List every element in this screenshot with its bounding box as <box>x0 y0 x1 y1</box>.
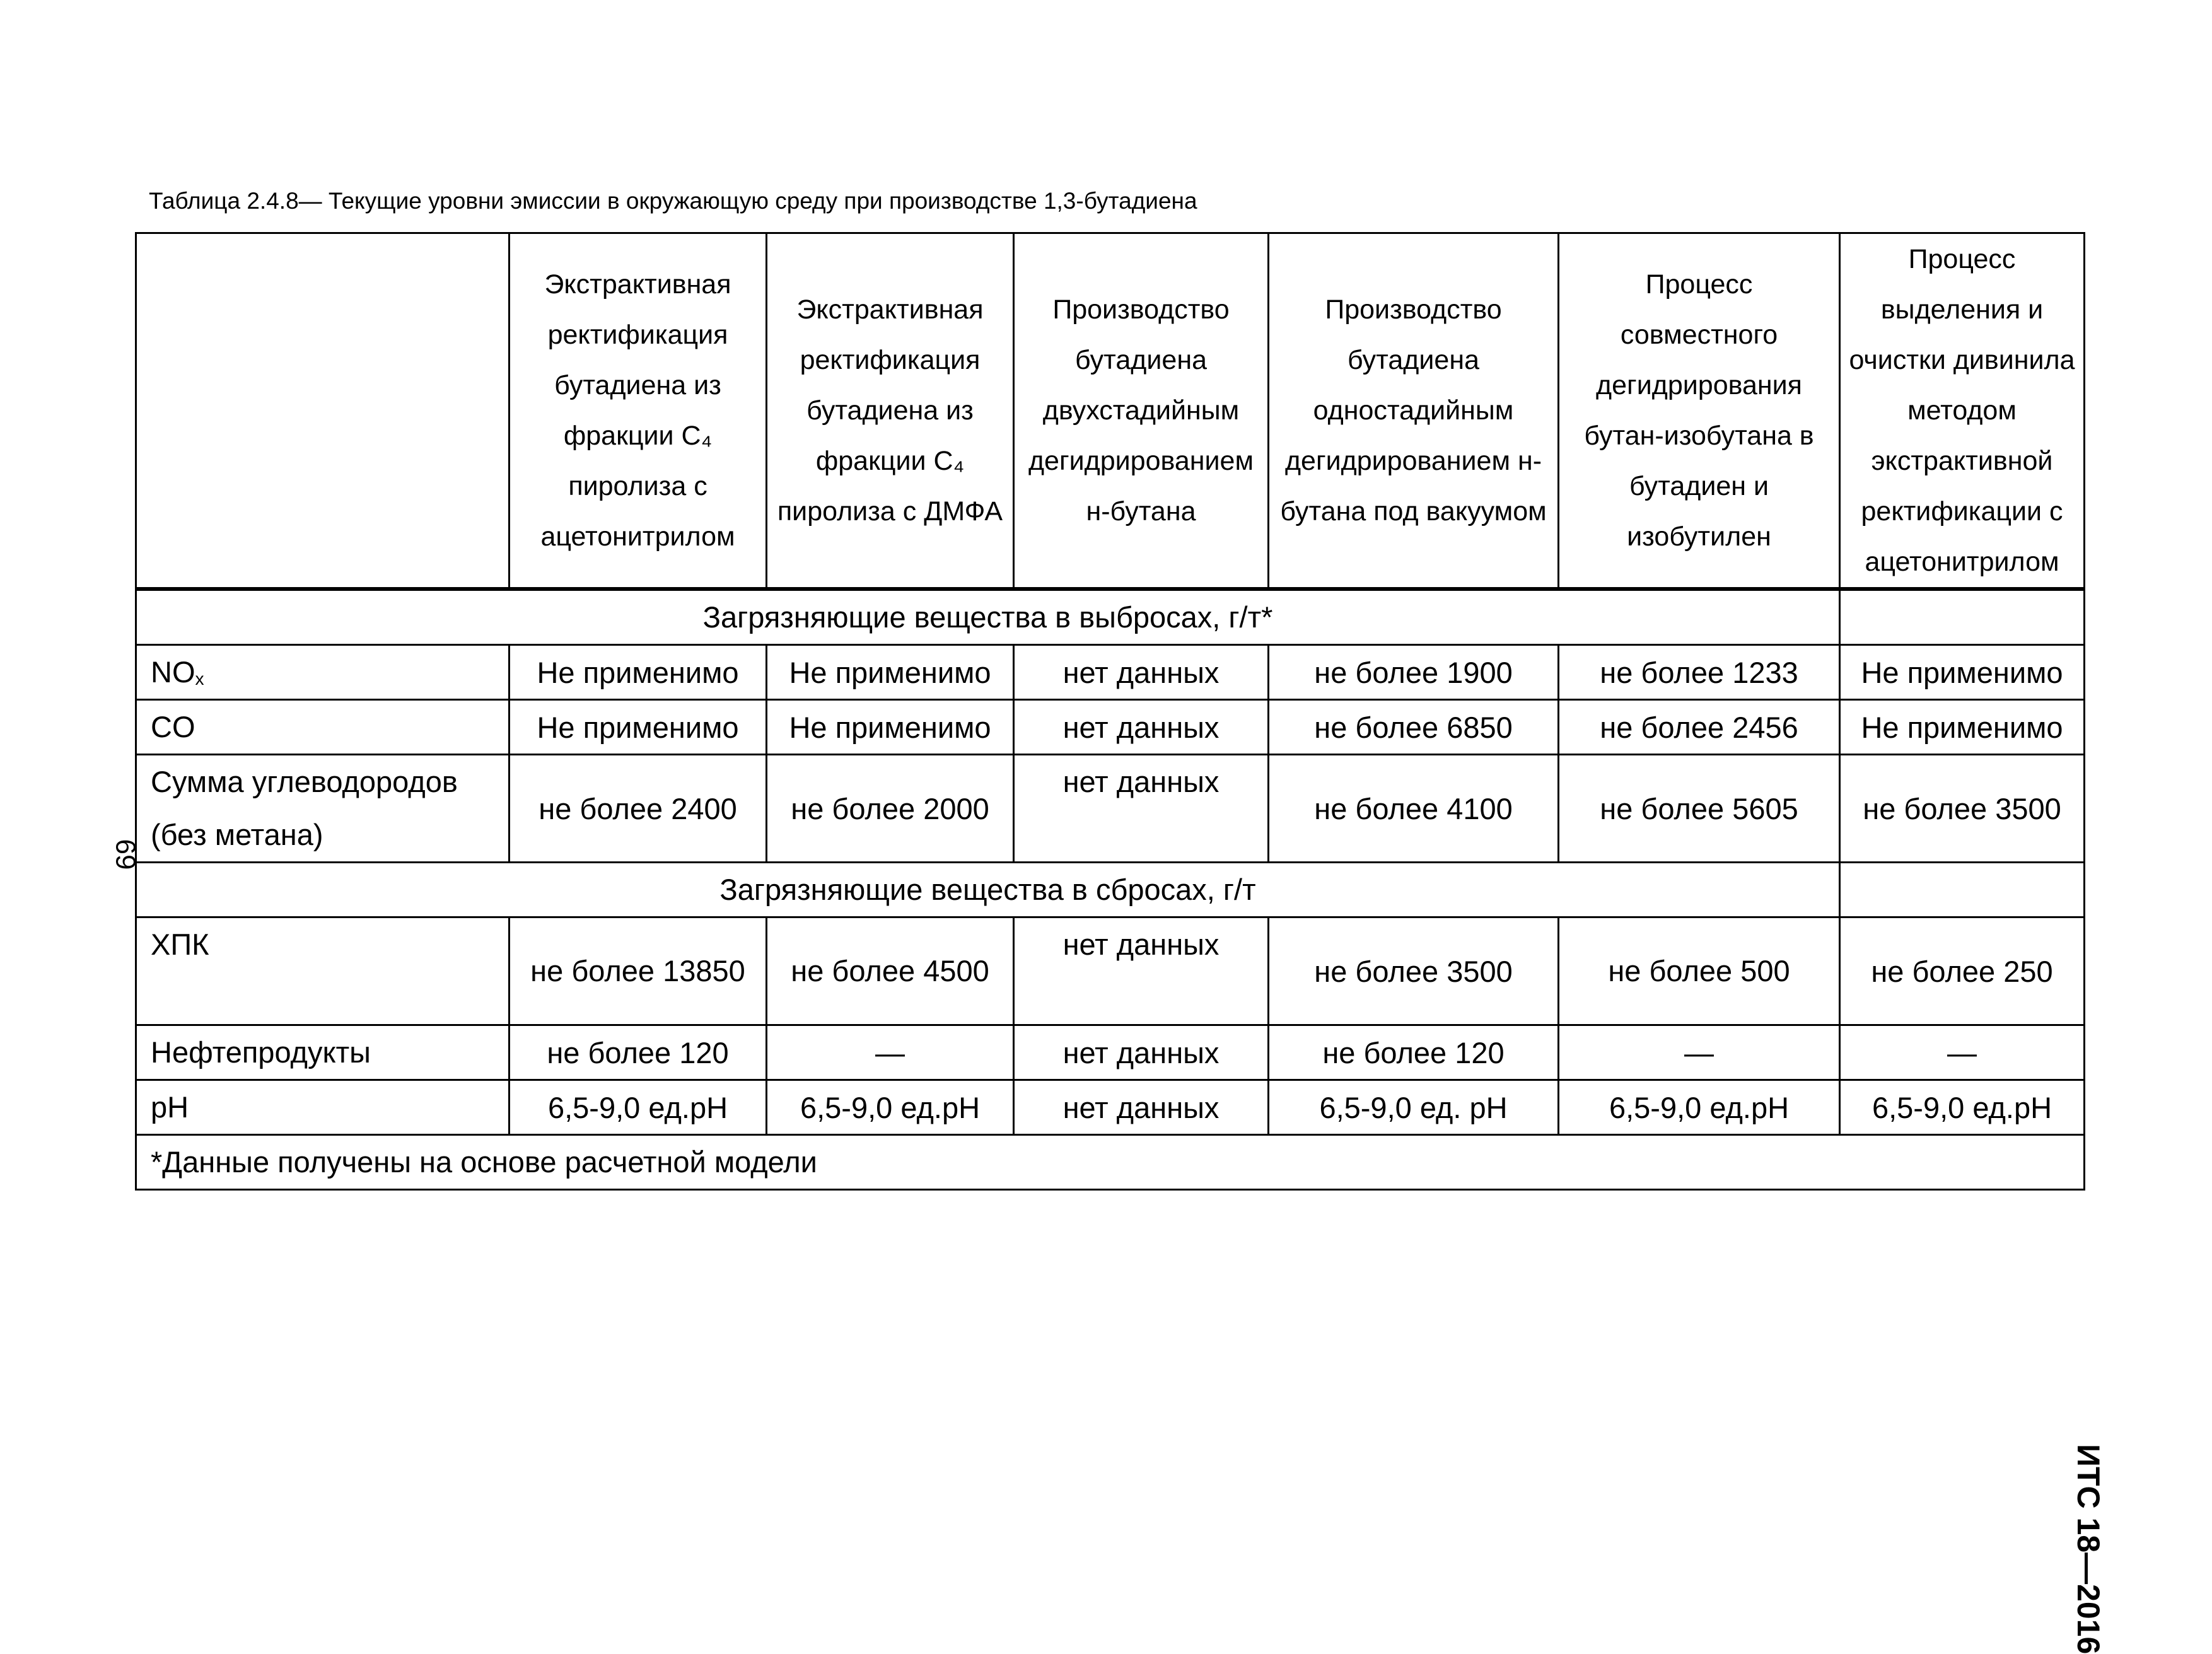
table-row <box>136 755 2085 863</box>
header-cell-two-stage: Производство бутадиена двухстадийным дегидрированием н-бутана <box>1014 233 1269 590</box>
header-cell-one-stage-vacuum: Производство бутадиена одностадийным дегидрированием н-бутана под вакуумом <box>1269 233 1559 590</box>
table-cell: не более 120 <box>509 1025 767 1080</box>
table-cell: не более 2000 <box>767 755 1014 863</box>
param-ph: pH <box>136 1080 509 1135</box>
table-cell: — <box>767 1025 1014 1080</box>
section-empty-cell <box>1840 589 2085 645</box>
table-cell: Не применимо <box>767 645 1014 700</box>
table-cell: не более 120 <box>1269 1025 1559 1080</box>
table-cell: — <box>1840 1025 2085 1080</box>
header-cell-extractive-acetonitrile: Экстрактивная ректификация бутадиена из фракции С₄ пиролиза с ацетонитрилом <box>509 233 767 590</box>
header-cell-co-dehydrogenation: Процесс совместного дегидрирования бутан-изобутана в бутадиен и изобутилен <box>1559 233 1840 590</box>
table-cell: не более 2456 <box>1559 700 1840 755</box>
footnote-row <box>136 1135 2085 1190</box>
table-cell: не более 1233 <box>1559 645 1840 700</box>
table-cell: не более 3500 <box>1840 755 2085 863</box>
table-cell: нет данных <box>1014 917 1269 1025</box>
table-cell: не более 3500 <box>1269 917 1559 1025</box>
header-cell-empty <box>136 233 509 590</box>
document-code: ИТС 18—2016 <box>2071 1444 2106 1654</box>
table-cell: Не применимо <box>767 700 1014 755</box>
table-cell: 6,5-9,0 ед.pH <box>1840 1080 2085 1135</box>
table-cell: нет данных <box>1014 755 1269 863</box>
table-cell: Не применимо <box>1840 645 2085 700</box>
header-cell-extractive-dmfa: Экстрактивная ректификация бутадиена из фракции С₄ пиролиза с ДМФА <box>767 233 1014 590</box>
section-row-air <box>136 589 2085 645</box>
table-row <box>136 1080 2085 1135</box>
section-title-water: Загрязняющие вещества в сбросах, г/т <box>136 863 1840 917</box>
param-cod: ХПК <box>136 917 509 1025</box>
param-oil-products: Нефтепродукты <box>136 1025 509 1080</box>
table-row <box>136 700 2085 755</box>
table-cell: не более 6850 <box>1269 700 1559 755</box>
table-cell: не более 13850 <box>509 917 767 1025</box>
param-nox: $NO_x$ <box>136 645 509 700</box>
header-cell-divinyl-extraction: Процесс выделения и очистки дивинила методом экстрактивной ректификации с ацетонитрилом <box>1840 233 2085 590</box>
table-cell: 6,5-9,0 ед.pH <box>767 1080 1014 1135</box>
table-cell: не более 500 <box>1559 917 1840 1025</box>
table-cell: 6,5-9,0 ед.pH <box>1559 1080 1840 1135</box>
table-cell: не более 4500 <box>767 917 1014 1025</box>
header-row <box>136 233 2085 590</box>
page-number: 69 <box>110 839 141 870</box>
emissions-table <box>135 232 2085 1191</box>
table-cell: не более 2400 <box>509 755 767 863</box>
table-caption: Таблица 2.4.8— Текущие уровни эмиссии в окружающую среду при производстве 1,3-бутадиена <box>149 188 1197 214</box>
table-cell: не более 5605 <box>1559 755 1840 863</box>
param-co: CO <box>136 700 509 755</box>
section-empty-cell <box>1840 863 2085 917</box>
table-cell: нет данных <box>1014 1080 1269 1135</box>
table-cell: 6,5-9,0 ед. pH <box>1269 1080 1559 1135</box>
table-footnote: *Данные получены на основе расчетной модели <box>136 1135 2085 1190</box>
section-title-air: Загрязняющие вещества в выбросах, г/т* <box>136 589 1840 645</box>
table-row <box>136 1025 2085 1080</box>
param-hydrocarbons: Сумма углеводородов (без метана) <box>136 755 509 863</box>
table-cell: — <box>1559 1025 1840 1080</box>
table-cell: не более 250 <box>1840 917 2085 1025</box>
table-cell: нет данных <box>1014 700 1269 755</box>
table-cell: не более 4100 <box>1269 755 1559 863</box>
table-cell: не более 1900 <box>1269 645 1559 700</box>
table-cell: 6,5-9,0 ед.pH <box>509 1080 767 1135</box>
table-cell: нет данных <box>1014 1025 1269 1080</box>
table-cell: Не применимо <box>509 645 767 700</box>
table-cell: Не применимо <box>509 700 767 755</box>
table-cell: нет данных <box>1014 645 1269 700</box>
table-row <box>136 917 2085 1025</box>
section-row-water <box>136 863 2085 917</box>
table-row <box>136 645 2085 700</box>
table-cell: Не применимо <box>1840 700 2085 755</box>
